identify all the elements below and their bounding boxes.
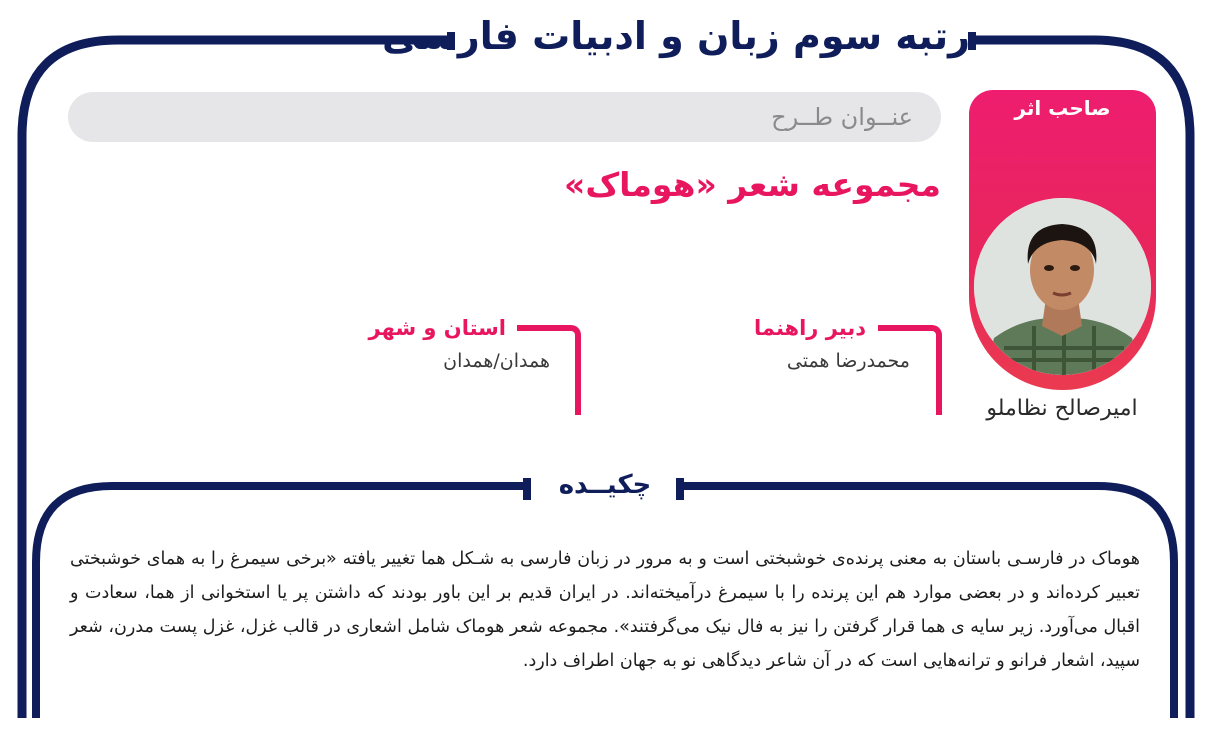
- author-name: امیرصالح نظاملو: [986, 396, 1138, 421]
- advisor-title: دبیر راهنما: [754, 316, 866, 340]
- location-title: استان و شهر: [368, 316, 506, 340]
- rank-title: رتبه سوم زبان و ادبیات فارسی: [382, 14, 970, 58]
- avatar: [974, 198, 1151, 375]
- subject-label: عنــوان طــرح: [771, 103, 913, 131]
- abstract-frame-left-cap: [523, 478, 531, 500]
- abstract-frame-right-cap: [676, 478, 684, 500]
- author-card: [969, 90, 1156, 390]
- project-title: مجموعه شعر «هوماک»: [564, 165, 941, 204]
- abstract-body: هوماک در فارسـی باستان به معنی پرنده‌ی خوشبختی است و به مرور در زبان فارسی به شـکل هما تغییر یافته «برخی سیمرغ را به همای خوشبختی تعبیر کرده‌اند و در بعضی موارد هم این پرنده را با سیمرغ درآمیخته‌اند. در ایران قدیم بر این باور بودند که داشتن پر یا استخوانی از هما، سعادت و اقبال می‌آورد. زیر سایه ی هما قرار گرفتن را نیز به فال نیک می‌گرفتند». مجموعه شعر هوماک شامل اشعاری در قالب غزل، غزل پست مدرن، شعر سپید، اشعار فرانو و ترانه‌هایی است که در آن شاعر دیدگاهی نو به جهان اطراف دارد.: [70, 549, 1140, 671]
- author-label: صاحب اثر: [1014, 96, 1111, 120]
- advisor-value: محمدرضا همتی: [786, 350, 910, 372]
- subject-bar: [68, 92, 941, 142]
- abstract-title: چکیــده: [558, 470, 652, 500]
- avatar-photo: [974, 198, 1151, 375]
- location-value: همدان/همدان: [443, 350, 550, 372]
